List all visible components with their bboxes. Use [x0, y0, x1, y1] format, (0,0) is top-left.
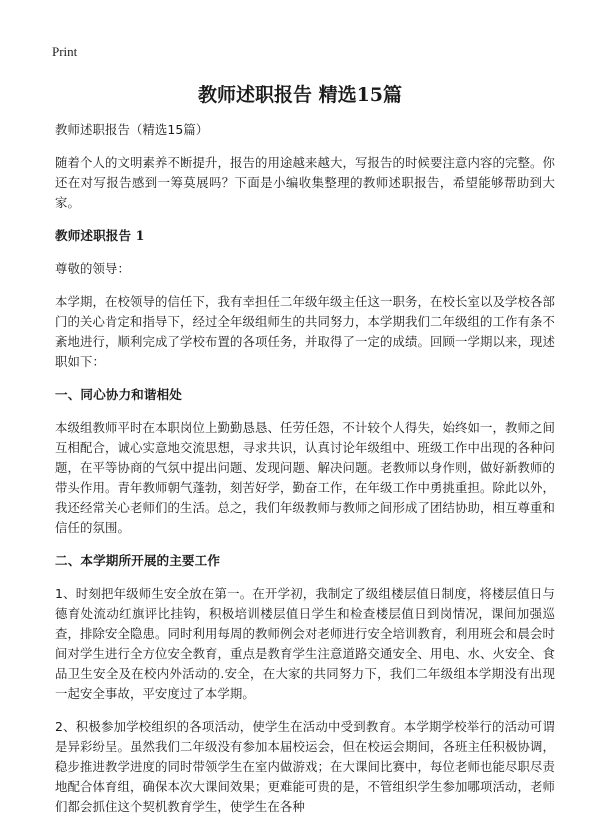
- document-body: [55, 120, 555, 830]
- greeting: 尊敬的领导：: [55, 261, 130, 276]
- document-title: 教师述职报告 精选15篇: [197, 84, 403, 106]
- heading-cooperation: 一、同心协力和谐相处: [55, 387, 182, 402]
- section-heading-report-1: 教师述职报告 1: [55, 228, 145, 243]
- paragraph-safety: 1、时刻把年级师生安全放在第一。在开学初，我制定了级组楼层值日制度，将楼层值日与德育处流动红旗评比挂钩，积极培训楼层值日学生和检查楼层值日到岗情况，课间加强巡查，排除安全隐患。同时利用每周的教师例会对老师进行安全培训教育，利用班会和晨会时间对学生进行全方位安全教育，重点是教育学生注意道路交通安全、用电、水、火安全、食品卫生安全及在校内外活动的.安全，在大家的共同努力下，我们二年级组本学期没有出现一起安全事故，平安度过了本学期。: [55, 586, 555, 701]
- heading-main-work: 二、本学期所开展的主要工作: [55, 553, 221, 568]
- intro-paragraph: 随着个人的文明素养不断提升，报告的用途越来越大，写报告的时候要注意内容的完整。你还在对写报告感到一筹莫展吗？下面是小编收集整理的教师述职报告，希望能够帮助到大家。: [55, 155, 555, 210]
- paragraph-activities: 2、积极参加学校组织的各项活动，使学生在活动中受到教育。本学期学校举行的活动可谓是异彩纷呈。虽然我们二年级没有参加本届校运会，但在校运会期间，各班主任积极协调，稳步推进教学进度的同时带领学生在室内做游戏；在大课间比赛中，每位老师也能尽职尽责地配合体育组，确保本次大课间效果；更难能可贵的是，不管组织学生参加哪项活动，老师们都会抓住这个契机教育学生，使学生在各种: [55, 719, 555, 814]
- paragraph-opening: 本学期，在校领导的信任下，我有幸担任二年级年级主任这一职务，在校长室以及学校各部门的关心肯定和指导下，经过全年级组师生的共同努力，本学期我们二年级组的工作有条不紊地进行，顺利完成了学校布置的各项任务，并取得了一定的成绩。回顾一学期以来，现述职如下：: [55, 294, 555, 369]
- print-link[interactable]: Print: [52, 44, 78, 59]
- paragraph-cooperation: 本级组教师平时在本职岗位上勤勤恳恳、任劳任怨，不计较个人得失，始终如一，教师之间互相配合，诚心实意地交流思想，寻求共识，认真讨论年级组中、班级工作中出现的各种问题，在平等协商的气氛中提出问题、发现问题、解决问题。老教师以身作则，做好新教师的带头作用。青年教师朝气蓬勃，刻苦好学，勤奋工作，在年级工作中勇挑重担。除此以外，我还经常关心老师们的生活。总之，我们年级教师与教师之间形成了团结协助，相互尊重和信任的氛围。: [55, 420, 555, 535]
- document-subtitle: 教师述职报告（精选15篇）: [55, 122, 209, 137]
